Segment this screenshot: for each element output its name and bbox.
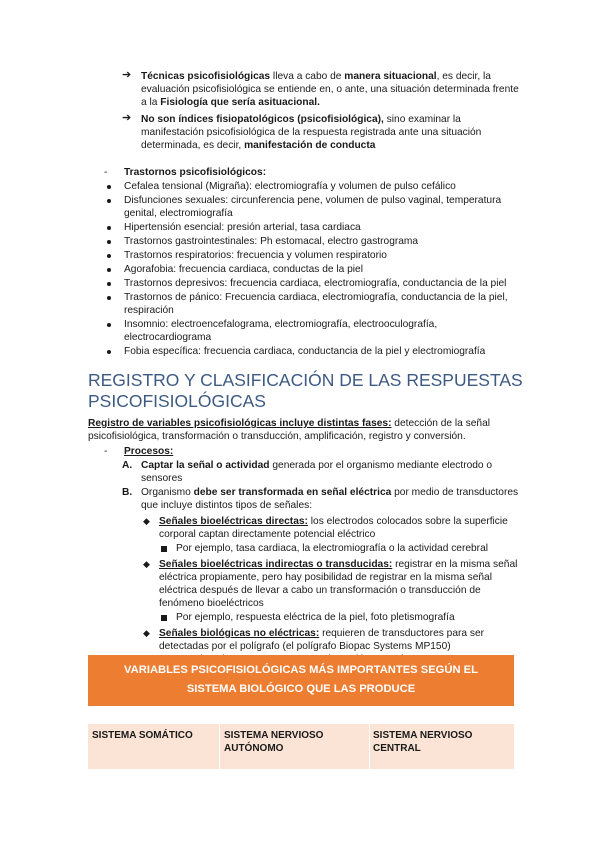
section-heading-cont: PSICOFISIOLÓGICAS: [88, 391, 266, 411]
signal-1-example: Por ejemplo, tasa cardiaca, la electromiografía o la actividad cerebral: [176, 543, 489, 554]
process-b: Organismo debe ser transformada en señal eléctrica por medio de transductores: [141, 487, 519, 498]
bullet-dot: [107, 282, 111, 286]
signal-3: Señales biológicas no eléctricas: requieren de transductores para ser: [159, 628, 485, 639]
bullet-dot: [107, 226, 111, 230]
intro-item-2-line-2: manifestación psicofisiológica de la respuesta registrada ante una situación: [141, 127, 482, 138]
signal-2-cont: eléctrica después de llevar a cabo un transformación o transducción de: [159, 585, 481, 596]
registro-paragraph-cont: psicofisiológica, transformación o transducción, amplificación, registro y conversión.: [88, 431, 466, 442]
table-header: [88, 655, 514, 708]
disorder-item: Insomnio: electroencefalograma, electromiografía, electrooculografía,: [124, 319, 438, 330]
table-cell-somatico: SISTEMA SOMÁTICO: [92, 730, 193, 741]
process-b-cont: que incluye distintos tipos de señales:: [141, 500, 313, 511]
bullet-dot: [107, 185, 111, 189]
list-label-a: A.: [122, 460, 133, 471]
registro-paragraph: Registro de variables psicofisiológicas incluye distintas fases: detección de la señal: [88, 418, 491, 429]
signal-1: Señales bioeléctricas directas: los electrodos colocados sobre la superficie: [159, 516, 508, 527]
signal-1-cont: corporal captan directamente potencial eléctrico: [159, 529, 376, 540]
process-a: Captar la señal o actividad generada por el organismo mediante electrodo o: [141, 460, 493, 471]
arrow-icon: ➔: [122, 69, 132, 81]
bullet-dot: [107, 240, 111, 244]
table-cell-autonomo-cont: AUTÓNOMO: [224, 743, 284, 754]
table-header-title-cont: SISTEMA BIOLÓGICO QUE LAS PRODUCE: [186, 683, 416, 695]
square-bullet-icon: [161, 546, 167, 552]
arrow-icon: ➔: [122, 112, 132, 124]
diamond-bullet-icon: ◆: [143, 516, 150, 526]
bullet-dot: [107, 268, 111, 272]
intro-item-2-line-1: No son índices fisiopatológicos (psicofisiológica), sino examinar la: [141, 114, 461, 125]
disorder-item: Hipertensión esencial: presión arterial, tasa cardiaca: [124, 222, 361, 233]
dash-bullet: -: [104, 167, 108, 178]
disorders-title: Trastornos psicofisiológicos:: [124, 167, 267, 178]
bullet-dot: [107, 350, 111, 354]
bullet-dot: [107, 323, 111, 327]
disorder-item: Disfunciones sexuales: circunferencia pene, volumen de pulso vaginal, temperatura: [124, 195, 502, 206]
disorder-item: Cefalea tensional (Migraña): electromiografía y volumen de pulso cefálico: [124, 181, 456, 192]
signal-2: Señales bioeléctricas indirectas o transducidas: registrar en la misma señal: [159, 559, 518, 570]
disorder-item: Agorafobia: frecuencia cardiaca, conductas de la piel: [124, 264, 363, 275]
disorder-item: Trastornos depresivos: frecuencia cardiaca, electromiografía, conductancia de la piel: [124, 278, 507, 289]
signal-3-cont: detectadas por el polígrafo (el polígrafo Biopac Systems MP150): [159, 641, 451, 652]
process-a-cont: sensores: [141, 473, 183, 484]
disorder-item: Fobia específica: frecuencia cardiaca, conductancia de la piel y electromiografía: [124, 346, 486, 357]
disorder-item-cont: genital, electromiografía: [124, 208, 233, 219]
table-divider: [219, 724, 220, 769]
table-cell-central: SISTEMA NERVIOSO: [373, 730, 473, 741]
bullet-dot: [107, 199, 111, 203]
dash-bullet: -: [104, 446, 108, 457]
square-bullet-icon: [161, 615, 167, 621]
list-label-b: B.: [122, 487, 133, 498]
bullet-dot: [107, 296, 111, 300]
signal-2-example: Por ejemplo, respuesta eléctrica de la piel, foto pletismografía: [176, 612, 455, 623]
section-heading: REGISTRO Y CLASIFICACIÓN DE LAS RESPUESTAS: [88, 370, 523, 390]
disorder-item: Trastornos de pánico: Frecuencia cardiaca, electromiografía, conductancia de la piel,: [124, 292, 508, 303]
disorder-item: Trastornos gastrointestinales: Ph estomacal, electro gastrograma: [124, 236, 419, 247]
intro-item-1-line-3: a la Fisiología que sería asituacional.: [141, 97, 320, 108]
procesos-title: Procesos:: [124, 446, 174, 457]
diamond-bullet-icon: ◆: [143, 628, 150, 638]
table-header-title: VARIABLES PSICOFISIOLÓGICAS MÁS IMPORTANTES SEGÚN EL: [124, 664, 478, 676]
disorder-item-cont: respiración: [124, 305, 174, 316]
table-cell-central-cont: CENTRAL: [373, 743, 421, 754]
intro-item-1-line-1: Técnicas psicofisiológicas lleva a cabo de manera situacional, es decir, la: [141, 71, 491, 82]
signal-2-cont: fenómeno bioeléctricos: [159, 598, 264, 609]
intro-item-1-line-2: evaluación psicofisiológica se entiende en, o ante, una situación determinada frente: [141, 84, 519, 95]
bullet-dot: [107, 254, 111, 258]
intro-item-2-line-3: determinada, es decir, manifestación de conducta: [141, 140, 376, 151]
table-divider: [369, 724, 370, 769]
disorder-item: Trastornos respiratorios: frecuencia y volumen respiratorio: [124, 250, 387, 261]
disorder-item-cont: electrocardiograma: [124, 332, 212, 343]
diamond-bullet-icon: ◆: [143, 559, 150, 569]
table-cell-autonomo: SISTEMA NERVIOSO: [224, 730, 324, 741]
signal-2-cont: eléctrica propiamente, pero hay posibilidad de registrar en la misma señal: [159, 572, 492, 583]
